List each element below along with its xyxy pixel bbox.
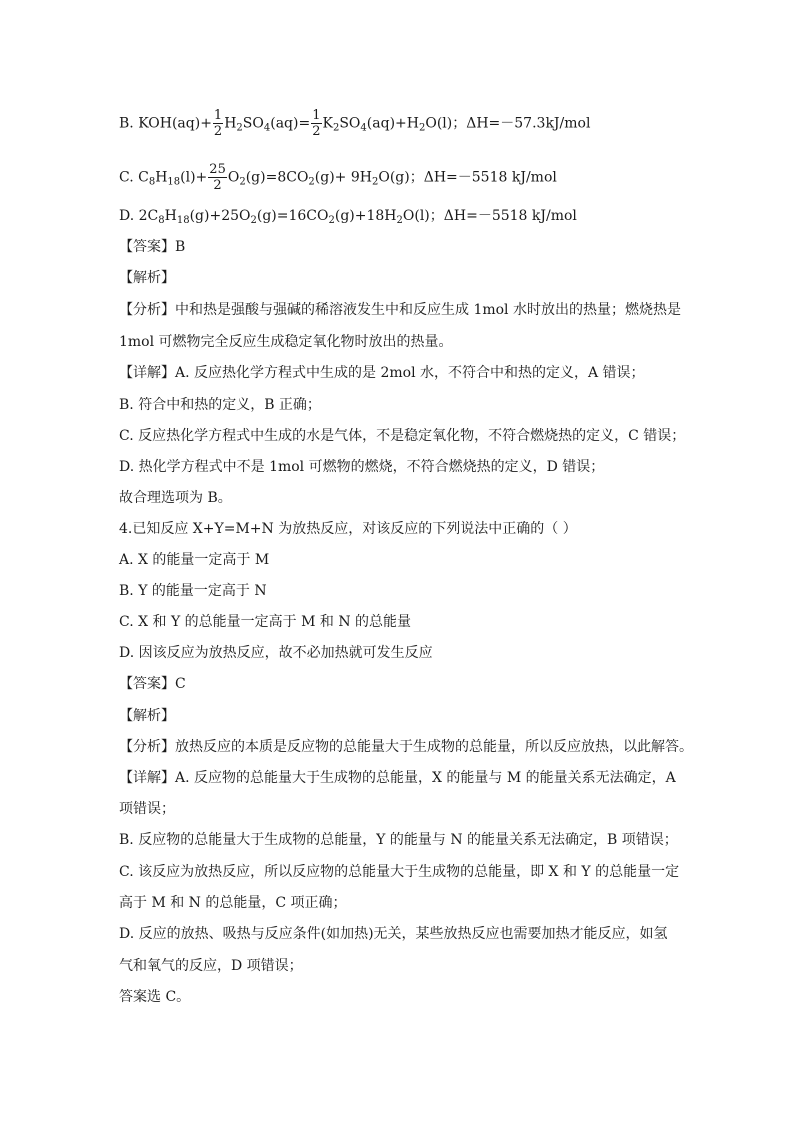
q3-detail-d: D. 热化学方程式中不是 1mol 可燃物的燃烧，不符合燃烧热的定义，D 错误； [119, 459, 605, 475]
text: B. KOH(aq)+ [119, 115, 212, 132]
fraction: $\frac{1}{2}$ [213, 108, 223, 139]
q4-detail-d-line1: D. 反应的放热、吸热与反应条件(如加热)无关，某些放热反应也需要加热才能反应，如氢 [119, 926, 668, 942]
q3-option-d: D. $2C_8H_{18}(g)+25O_2(g)=16CO_2(g)+18H_2O(l)$；ΔH=－5518 kJ/mol [119, 208, 577, 226]
q4-detail-b: B. 反应物的总能量大于生成物的总能量，Y 的能量与 N 的能量关系无法确定，B 项错误； [119, 832, 678, 848]
q3-analysis-line2: 1mol 可燃物完全反应生成稳定氧化物时放出的热量。 [119, 334, 453, 350]
q4-option-a: A. X 的能量一定高于 M [119, 552, 270, 568]
q4-detail-d-line2: 气和氧气的反应，D 项错误； [119, 958, 303, 974]
q4-option-c: C. X 和 Y 的总能量一定高于 M 和 N 的总能量 [119, 614, 412, 630]
q3-detail-a: 【详解】A. 反应热化学方程式中生成的是 2mol 水，不符合中和热的定义，A 错误； [119, 365, 645, 381]
q4-detail-c-line2: 高于 M 和 N 的总能量，C 项正确； [119, 895, 347, 911]
q4-option-b: B. Y 的能量一定高于 N [119, 583, 267, 599]
fraction: $\frac{25}{2}$ [209, 162, 226, 193]
q4-detail-a-line2: 项错误； [119, 801, 175, 817]
q3-jiexi-heading: 【解析】 [119, 270, 175, 286]
q3-detail-b: B. 符合中和热的定义，B 正确； [119, 397, 321, 413]
q3-option-b: B. KOH(aq)+ $\frac{1}{2}$ $H_2SO_4(aq)=$ $\frac{1}{2}$ $K_2SO_4(aq)+H_2O(l)$；ΔH=－57.3kJ/mol [119, 108, 591, 139]
q4-detail-c-line1: C. 该反应为放热反应，所以反应物的总能量大于生成物的总能量，即 X 和 Y 的总能量一定 [119, 864, 680, 880]
q4-analysis: 【分析】放热反应的本质是反应物的总能量大于生成物的总能量，所以反应放热，以此解答。 [119, 739, 693, 755]
q3-analysis-line1: 【分析】中和热是强酸与强碱的稀溶液发生中和反应生成 1mol 水时放出的热量；燃烧热是 [119, 302, 681, 318]
fraction: $\frac{1}{2}$ [312, 108, 321, 139]
q4-detail-a-line1: 【详解】A. 反应物的总能量大于生成物的总能量，X 的能量与 M 的能量关系无法确定，A [119, 770, 676, 786]
q4-conclusion: 答案选 C。 [119, 989, 191, 1005]
q3-option-c: C. $C_8H_{18}(l)+$ $\frac{25}{2}$ $O_2(g)=8CO_2(g)+ 9H_2O(g)$；ΔH=－5518 kJ/mol [119, 162, 557, 193]
q4-option-d: D. 因该反应为放热反应，故不必加热就可发生反应 [119, 645, 433, 661]
q4-answer: 【答案】C [119, 676, 186, 692]
q3-detail-c: C. 反应热化学方程式中生成的水是气体，不是稳定氧化物，不符合燃烧热的定义，C 错误； [119, 428, 686, 444]
q3-answer: 【答案】B [119, 239, 186, 255]
q4-jiexi-heading: 【解析】 [119, 708, 175, 724]
q4-stem: 4.已知反应 X+Y=M+N 为放热反应，对该反应的下列说法中正确的（ ） [119, 521, 577, 537]
q3-conclusion: 故合理选项为 B。 [119, 490, 232, 506]
